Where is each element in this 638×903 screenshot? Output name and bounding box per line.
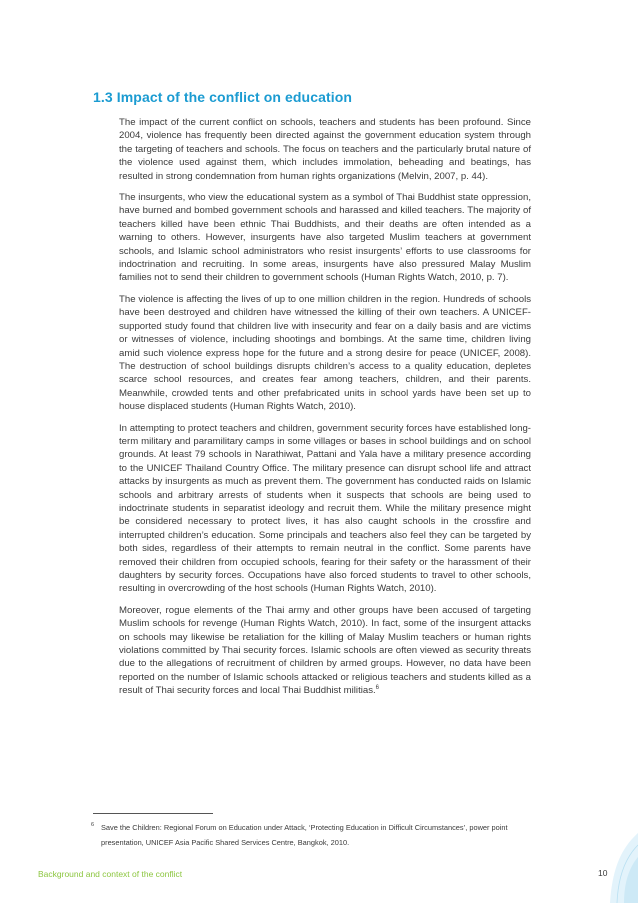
paragraph: In attempting to protect teachers and children, government security forces have established long-term military and paramilitary camps in some villages or bases in school buildings and on school grounds. At least 79 schools in Narathiwat, Pattani and Yala have a military presence according to the UNICEF Thailand Country Office. The military presence can disrupt school life and attract attacks by insurgents as much as prevent them. The government has conducted raids on Islamic schools and arbitrary arrests of students when it suspects that schools are being used to indoctrinate students in separatist ideology and recruit them. While the military presence might be considered necessary to protect lives, it has also caught schools in the crossfire and interrupted children’s education. Some principals and teachers also feel they can be targeted by both sides, regardless of their attempts to remain neutral in the conflict. Some parents have removed their children from occupied schools, fearing for their safety or the harassment of their daughters by security forces. Occupations have also forced students to travel to other schools, resulting in overcrowding of the host schools (Human Rights Watch, 2010). xyxy=(119,422,531,595)
footnote-text: Save the Children: Regional Forum on Education under Attack, ‘Protecting Education in Difficult Circumstances’, power point presentation, UNICEF Asia Pacific Shared Services Centre, Bangkok, 2010. xyxy=(101,823,508,847)
decorative-wave-graphic xyxy=(598,823,638,903)
paragraph-text: Moreover, rogue elements of the Thai army and other groups have been accused of targeting Muslim schools for revenge (Human Rights Watch, 2010). In fact, some of the insurgent attacks on schools may likewise be retaliation for the killing of Malay Muslim teachers or human rights violations committed by Thai security forces. Islamic schools are often viewed as security threats due to the allegations of recruitment of children by armed groups. However, no data have been reported on the number of Islamic schools attacked or religious teachers and students killed as a result of Thai security forces and local Thai Buddhist militias. xyxy=(119,604,531,697)
paragraph xyxy=(119,604,531,698)
footnote-divider xyxy=(93,813,213,814)
body-text xyxy=(119,116,531,706)
paragraph: The violence is affecting the lives of up to one million children in the region. Hundreds of schools have been destroyed and children have witnessed the killing of their own teachers. A UNICEF-supported study found that children live with insecurity and fear on a daily basis and are victims or witnesses of violence, including shootings and bombings. At the same time, children living amid such violence express hope for the future and a strong desire for peace (UNICEF, 2008). The destruction of school buildings disrupts children’s access to a quality education, depletes scarce school resources, and creates fear among teachers, children, and their parents. Meanwhile, crowded tents and other prefabricated units in school yards have been set up to house displaced students (Human Rights Watch, 2010). xyxy=(119,293,531,413)
section-heading: 1.3 Impact of the conflict on education xyxy=(93,89,353,105)
footnote-number: 6 xyxy=(91,822,95,828)
footnote-reference[interactable]: 6 xyxy=(375,685,380,692)
paragraph: The insurgents, who view the educational system as a symbol of Thai Buddhist state oppression, have burned and bombed government schools and harassed and killed teachers. The majority of teachers killed have been ethnic Thai Buddhists, and their deaths are often intended as a warning to others. However, insurgents have also targeted Muslim teachers at government schools, and Islamic school administrators who resist insurgents’ efforts to use classrooms for indoctrination and recruiting. In some areas, insurgents have also pressured Malay Muslim families not to send their children to government schools (Human Rights Watch, 2010, p. 7). xyxy=(119,192,531,284)
paragraph: The impact of the current conflict on schools, teachers and students has been profound. Since 2004, violence has frequently been directed against the government education system through the targeting of teachers and schools. The focus on teachers and the particularly brutal nature of the violence used against them, which includes immolation, beheading and beatings, has resulted in strong condemnation from human rights organizations (Melvin, 2007, p. 44). xyxy=(119,117,531,182)
footnote xyxy=(91,821,541,850)
page-number: 10 xyxy=(598,868,608,878)
footer-section-title: Background and context of the conflict xyxy=(38,869,183,879)
